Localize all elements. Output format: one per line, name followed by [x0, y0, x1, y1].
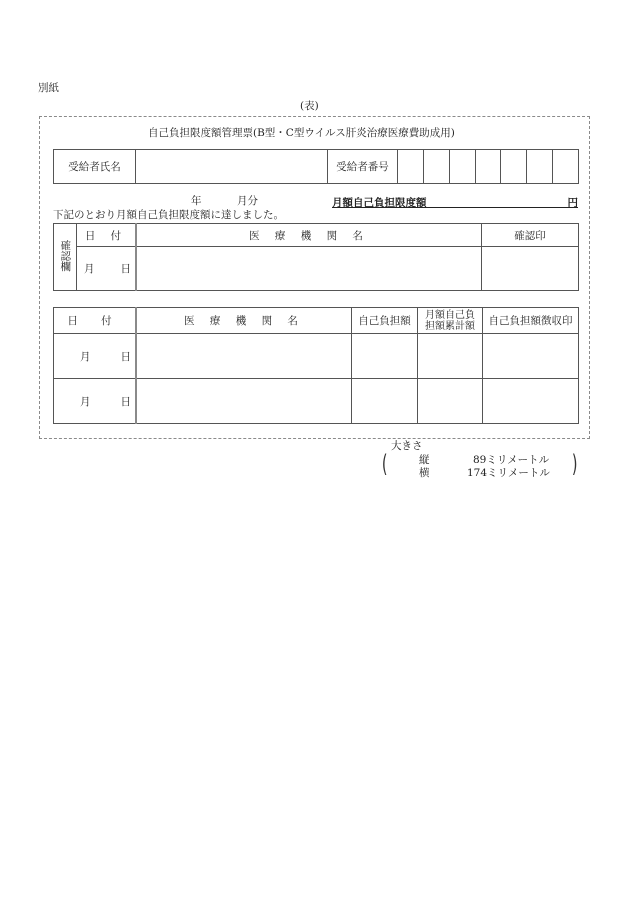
recipient-number-box-5[interactable] — [501, 150, 527, 184]
payments-date-field[interactable] — [54, 379, 137, 424]
payments-amount-field[interactable] — [352, 334, 418, 379]
width-value: 174ミリメートル — [467, 467, 550, 479]
confirmation-seal-field[interactable] — [482, 247, 579, 291]
form-title: 自己負担限度額管理票(B型・C型ウイルス肝炎治療医療費助成用) — [148, 127, 455, 139]
recipient-number-box-2[interactable] — [423, 150, 449, 184]
recipient-number-box-3[interactable] — [449, 150, 475, 184]
day-label: 日 — [120, 263, 131, 275]
recipient-name-field[interactable] — [136, 150, 328, 184]
recipient-name-label: 受給者氏名 — [54, 150, 136, 184]
payments-institution-header: 医 療 機 関 名 — [136, 308, 352, 334]
payments-date-header: 日 付 — [54, 308, 137, 334]
month-label: 月分 — [237, 195, 258, 207]
payments-institution-field[interactable] — [136, 334, 352, 379]
payments-amount-header: 自己負担額 — [352, 308, 418, 334]
height-value: 89ミリメートル — [473, 454, 550, 466]
yen-label: 円 — [567, 197, 578, 209]
month-label: 月 — [80, 350, 91, 363]
payments-cumulative-header: 月額自己負 担額累計額 — [418, 308, 483, 334]
recipient-number-box-1[interactable] — [398, 150, 424, 184]
confirmation-date-header: 日 付 — [77, 224, 137, 247]
day-label: 日 — [120, 395, 131, 408]
payments-amount-field[interactable] — [352, 379, 418, 424]
attachment-label: 別紙 — [38, 82, 59, 94]
payments-institution-field[interactable] — [136, 379, 352, 424]
right-bracket: ) — [571, 450, 578, 478]
payments-date-field[interactable] — [54, 334, 137, 379]
month-label: 月 — [80, 395, 91, 408]
size-label: 大きさ — [391, 440, 423, 452]
payments-cumulative-field[interactable] — [418, 379, 483, 424]
recipient-number-box-6[interactable] — [527, 150, 553, 184]
recipient-number-box-7[interactable] — [553, 150, 579, 184]
payments-cumulative-field[interactable] — [418, 334, 483, 379]
side-label: (表) — [300, 100, 319, 112]
confirmation-side-label: 確認欄 — [54, 224, 77, 291]
month-label: 月 — [84, 263, 95, 275]
table-row — [54, 379, 579, 424]
confirmation-date-field[interactable] — [77, 247, 137, 291]
year-label: 年 — [191, 195, 202, 207]
confirmation-table — [53, 223, 579, 291]
recipient-number-label: 受給者番号 — [328, 150, 398, 184]
day-label: 日 — [120, 350, 131, 363]
payments-seal-field[interactable] — [483, 334, 579, 379]
height-label: 縦 — [419, 454, 430, 466]
limit-amount-field[interactable] — [332, 194, 578, 208]
width-label: 横 — [419, 467, 430, 479]
table-row — [54, 334, 579, 379]
confirmation-institution-header: 医 療 機 関 名 — [136, 224, 482, 247]
recipient-table — [53, 149, 579, 184]
limit-label: 月額自己負担限度額 — [332, 197, 427, 209]
payments-table — [53, 307, 579, 424]
payments-seal-field[interactable] — [483, 379, 579, 424]
left-bracket: ( — [381, 450, 388, 478]
confirmation-institution-field[interactable] — [136, 247, 482, 291]
confirmation-seal-header: 確認印 — [482, 224, 579, 247]
recipient-number-box-4[interactable] — [475, 150, 501, 184]
notice-text: 下記のとおり月額自己負担限度額に達しました。 — [53, 209, 284, 221]
payments-seal-header: 自己負担額徴収印 — [483, 308, 579, 334]
